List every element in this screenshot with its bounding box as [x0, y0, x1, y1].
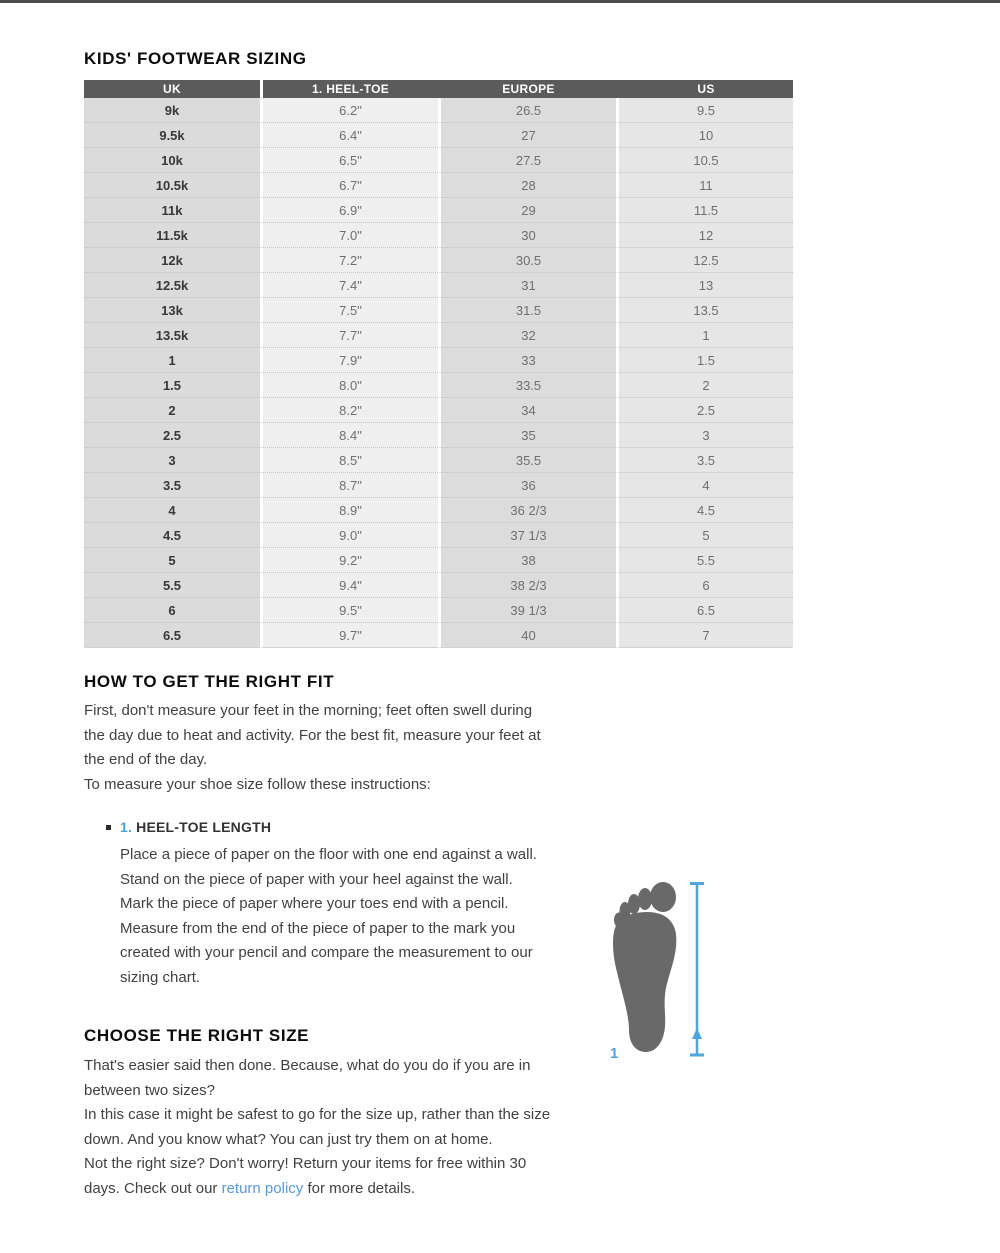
- table-row: [84, 273, 793, 298]
- link-line-suffix: for more details.: [303, 1180, 415, 1197]
- table-cell: 30: [438, 223, 616, 248]
- text-line: Place a piece of paper on the floor with one end against a wall.: [120, 846, 537, 863]
- table-row: [84, 223, 793, 248]
- return-policy-line: [84, 1177, 415, 1202]
- table-cell: 9.7": [260, 623, 438, 648]
- table-cell: 30.5: [438, 248, 616, 273]
- table-cell: 9.2": [260, 548, 438, 573]
- table-cell: 2.5: [616, 398, 793, 423]
- table-cell: 11k: [84, 198, 260, 223]
- table-row: [84, 473, 793, 498]
- table-cell: 9.5": [260, 598, 438, 623]
- sizing-table: [84, 80, 793, 648]
- table-cell: 4.5: [84, 523, 260, 548]
- table-row: [84, 448, 793, 473]
- table-cell: 37 1/3: [438, 523, 616, 548]
- choose-size-heading: CHOOSE THE RIGHT SIZE: [84, 1026, 310, 1045]
- table-row: [84, 148, 793, 173]
- table-cell: 7.2": [260, 248, 438, 273]
- table-cell: 12.5: [616, 248, 793, 273]
- table-row: [84, 298, 793, 323]
- table-cell: 10.5: [616, 148, 793, 173]
- table-cell: 5.5: [616, 548, 793, 573]
- text-line: That's easier said then done. Because, what do you do if you are in: [84, 1057, 531, 1074]
- table-cell: 6.5": [260, 148, 438, 173]
- text-line: In this case it might be safest to go for the size up, rather than the size: [84, 1106, 551, 1123]
- choose-size-paragraph: [84, 1054, 550, 1177]
- table-cell: 6: [84, 598, 260, 623]
- table-cell: 9.5: [616, 98, 793, 123]
- table-cell: 33.5: [438, 373, 616, 398]
- table-cell: 6.9": [260, 198, 438, 223]
- table-cell: 10k: [84, 148, 260, 173]
- table-cell: 6: [616, 573, 793, 598]
- table-cell: 3.5: [616, 448, 793, 473]
- table-cell: 1.5: [616, 348, 793, 373]
- table-cell: 5: [84, 548, 260, 573]
- table-cell: 28: [438, 173, 616, 198]
- table-cell: 36 2/3: [438, 498, 616, 523]
- table-row: [84, 123, 793, 148]
- table-cell: 9k: [84, 98, 260, 123]
- table-cell: 13.5k: [84, 323, 260, 348]
- table-cell: 9.4": [260, 573, 438, 598]
- table-cell: 13.5: [616, 298, 793, 323]
- table-row: [84, 573, 793, 598]
- text-line: the day due to heat and activity. For the best fit, measure your feet at: [84, 726, 541, 744]
- table-row: [84, 98, 793, 123]
- table-cell: 6.7": [260, 173, 438, 198]
- table-cell: 11.5: [616, 198, 793, 223]
- bullet-square-icon: [106, 825, 111, 830]
- table-cell: 38: [438, 548, 616, 573]
- table-cell: 2.5: [84, 423, 260, 448]
- top-border: [0, 0, 1000, 3]
- table-cell: 11.5k: [84, 223, 260, 248]
- column-header-us: US: [616, 80, 793, 98]
- table-cell: 27.5: [438, 148, 616, 173]
- text-line: between two sizes?: [84, 1081, 215, 1099]
- table-cell: 7: [616, 623, 793, 648]
- table-cell: 8.4": [260, 423, 438, 448]
- table-cell: 34: [438, 398, 616, 423]
- table-cell: 9.5k: [84, 123, 260, 148]
- table-cell: 13k: [84, 298, 260, 323]
- table-cell: 9.0": [260, 523, 438, 548]
- table-cell: 1.5: [84, 373, 260, 398]
- table-cell: 3.5: [84, 473, 260, 498]
- table-cell: 8.5": [260, 448, 438, 473]
- table-cell: 10: [616, 123, 793, 148]
- table-header-row: [84, 80, 793, 98]
- table-cell: 12.5k: [84, 273, 260, 298]
- table-row: [84, 523, 793, 548]
- table-cell: 7.5": [260, 298, 438, 323]
- table-cell: 4: [84, 498, 260, 523]
- figure-label: 1: [610, 1045, 619, 1062]
- table-cell: 32: [438, 323, 616, 348]
- table-cell: 5.5: [84, 573, 260, 598]
- text-line: To measure your shoe size follow these instructions:: [84, 775, 431, 793]
- table-cell: 11: [616, 173, 793, 198]
- table-cell: 31: [438, 273, 616, 298]
- foot-icon: [613, 882, 676, 1052]
- table-cell: 3: [616, 423, 793, 448]
- text-line: down. And you know what? You can just try them on at home.: [84, 1130, 493, 1148]
- table-cell: 31.5: [438, 298, 616, 323]
- table-row: [84, 398, 793, 423]
- table-cell: 40: [438, 623, 616, 648]
- table-row: [84, 598, 793, 623]
- text-line: First, don't measure your feet in the morning; feet often swell during: [84, 702, 533, 719]
- table-cell: 35: [438, 423, 616, 448]
- table-cell: 8.7": [260, 473, 438, 498]
- text-line: sizing chart.: [120, 968, 201, 986]
- table-cell: 36: [438, 473, 616, 498]
- table-cell: 7.7": [260, 323, 438, 348]
- fit-section-heading: HOW TO GET THE RIGHT FIT: [84, 672, 335, 691]
- table-cell: 3: [84, 448, 260, 473]
- table-cell: 29: [438, 198, 616, 223]
- text-line: created with your pencil and compare the measurement to our: [120, 944, 533, 961]
- table-row: [84, 248, 793, 273]
- table-cell: 6.2": [260, 98, 438, 123]
- text-line: Mark the piece of paper where your toes end with a pencil.: [120, 895, 509, 912]
- table-cell: 8.9": [260, 498, 438, 523]
- table-cell: 7.9": [260, 348, 438, 373]
- table-cell: 7.0": [260, 223, 438, 248]
- table-cell: 1: [616, 323, 793, 348]
- table-cell: 6.4": [260, 123, 438, 148]
- step-heading: [106, 819, 271, 835]
- column-header-uk: UK: [84, 80, 260, 98]
- text-line: Measure from the end of the piece of paper to the mark you: [120, 919, 516, 937]
- table-cell: 6.5: [616, 598, 793, 623]
- column-header-heeltoe: 1. HEEL-TOE: [260, 80, 438, 98]
- table-row: [84, 173, 793, 198]
- table-cell: 4: [616, 473, 793, 498]
- table-cell: 2: [84, 398, 260, 423]
- table-cell: 12k: [84, 248, 260, 273]
- table-row: [84, 423, 793, 448]
- table-row: [84, 548, 793, 573]
- foot-measurement-figure: [600, 872, 720, 1062]
- table-cell: 39 1/3: [438, 598, 616, 623]
- table-cell: 7.4": [260, 273, 438, 298]
- table-cell: 35.5: [438, 448, 616, 473]
- page-title: KIDS' FOOTWEAR SIZING: [84, 49, 307, 68]
- step-label: HEEL-TOE LENGTH: [132, 819, 272, 835]
- table-row: [84, 198, 793, 223]
- table-cell: 1: [84, 348, 260, 373]
- table-row: [84, 323, 793, 348]
- table-cell: 26.5: [438, 98, 616, 123]
- table-cell: 10.5k: [84, 173, 260, 198]
- table-cell: 27: [438, 123, 616, 148]
- table-cell: 12: [616, 223, 793, 248]
- measurement-arrow-icon: [690, 883, 704, 1055]
- text-line: Not the right size? Don't worry! Return your items for free within 30: [84, 1155, 527, 1172]
- table-cell: 8.0": [260, 373, 438, 398]
- table-row: [84, 348, 793, 373]
- fit-intro-paragraph: [84, 699, 541, 797]
- table-cell: 4.5: [616, 498, 793, 523]
- return-policy-link[interactable]: return policy: [221, 1180, 304, 1197]
- table-cell: 5: [616, 523, 793, 548]
- table-cell: 8.2": [260, 398, 438, 423]
- table-cell: 6.5: [84, 623, 260, 648]
- text-line: Stand on the piece of paper with your heel against the wall.: [120, 870, 513, 888]
- table-cell: 38 2/3: [438, 573, 616, 598]
- table-row: [84, 373, 793, 398]
- table-cell: 2: [616, 373, 793, 398]
- link-line-prefix: days. Check out our: [84, 1180, 222, 1197]
- step-instructions-paragraph: [120, 843, 537, 990]
- table-cell: 33: [438, 348, 616, 373]
- table-row: [84, 623, 793, 648]
- text-line: the end of the day.: [84, 751, 208, 768]
- table-row: [84, 498, 793, 523]
- column-header-europe: EUROPE: [438, 80, 616, 98]
- table-cell: 13: [616, 273, 793, 298]
- step-number: 1.: [120, 819, 133, 835]
